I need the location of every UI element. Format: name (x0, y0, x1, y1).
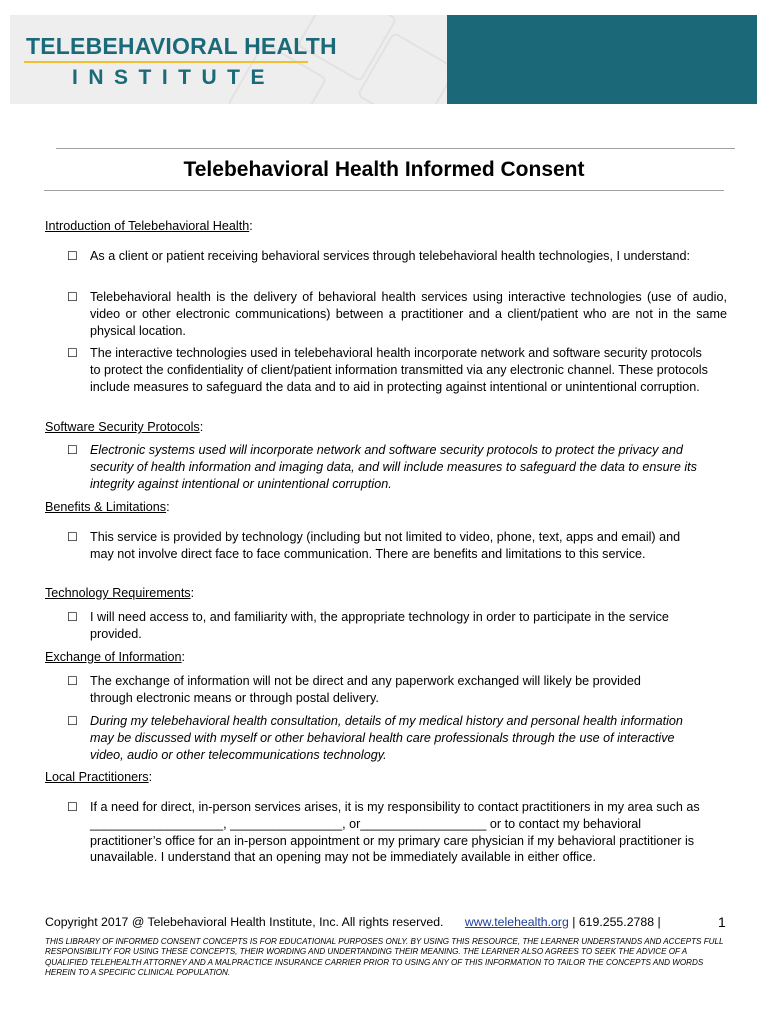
list-item-text: I will need access to, and familiarity with, the appropriate technology in order to participate in the service provided. (90, 610, 669, 641)
list-item (67, 529, 727, 563)
checkbox-icon: ☐ (67, 249, 78, 263)
list-item-text: This service is provided by technology (including but not limited to video, phone, text, apps and email) and may not involve direct face to face communication. There are benefits and limitations to this service. (90, 530, 681, 561)
checkbox-icon: ☐ (67, 346, 78, 360)
checkbox-icon: ☐ (67, 610, 78, 624)
footer-copyright: Copyright 2017 @ Telebehavioral Health Institute, Inc. All rights reserved. (45, 915, 444, 929)
page-number: 1 (718, 914, 726, 930)
list-item-text: Electronic systems used will incorporate network and software security protocols to protect the privacy and security of health information and imaging data, and will include measures to safeguard the data to ensure its integrity against intentional or unintentional corruption. (90, 443, 697, 491)
logo-subtitle: INSTITUTE (72, 66, 275, 89)
checkbox-icon: ☐ (67, 714, 78, 728)
footer-disclaimer: THIS LIBRARY OF INFORMED CONSENT CONCEPTS IS FOR EDUCATIONAL PURPOSES ONLY. BY USING THIS RESOURCE, THE LEARNER UNDERSTANDS AND ACCEPTS FULL RESPONSIBILITY FOR USING THESE CONCEPTS, THEIR WORDING AND UNDERTANDING THEIR MEANING. THE LEARNER ALSO AGREES TO SEEK THE ADVICE OF A QUALIFIED TELEHEALTH ATTORNEY AND A MALPRACTICE INSURANCE CARRIER PRIOR TO USING ANY OF THIS INFORMATION TO TAILOR THE CONCEPTS AND WORDS HEREIN TO A SPECIFIC CLINICAL POPULATION. (45, 937, 724, 978)
list-item (67, 442, 727, 492)
header-banner (10, 15, 757, 104)
logo-gold-rule (24, 61, 308, 63)
page-title: Telebehavioral Health Informed Consent (183, 158, 585, 181)
banner-teal-block (447, 15, 757, 104)
logo-title: TELEBEHAVIORAL HEALTH (26, 33, 337, 59)
list-item-text: The interactive technologies used in telebehavioral health incorporate network and software security protocols to protect the confidentiality of client/patient information transmitted via any electronic channel. These protocols include measures to safeguard the data and to aid in protecting against intentional or unintentional corruption. (90, 346, 708, 394)
section-heading-benefits: Benefits & Limitations: (45, 500, 170, 514)
checkbox-icon: ☐ (67, 530, 78, 544)
list-item (67, 345, 727, 395)
checkbox-icon: ☐ (67, 800, 78, 814)
section-heading-technology: Technology Requirements: (45, 586, 195, 600)
section-heading-local-practitioners: Local Practitioners: (45, 770, 153, 784)
section-heading-introduction: Introduction of Telebehavioral Health: (45, 219, 253, 233)
checkbox-icon: ☐ (67, 443, 78, 457)
list-item (67, 248, 727, 265)
list-item-text: During my telebehavioral health consultation, details of my medical history and personal health information may be discussed with myself or other behavioral health care professionals through the use of interactive video, audio or other telecommunications technology. (90, 714, 683, 762)
list-item (67, 713, 727, 763)
checkbox-icon: ☐ (67, 290, 78, 304)
list-item (67, 799, 727, 866)
list-item (67, 609, 727, 643)
title-top-rule (56, 148, 735, 149)
checkbox-icon: ☐ (67, 674, 78, 688)
list-item-text: If a need for direct, in-person services arises, it is my responsibility to contact practitioners in my area such as ___________________, ________________, or__________________ or to contact my behavioral practitioner’s office for an in-person appointment or my primary care physician if my behavioral practitioner is unavailable. I understand that an opening may not be immediately available in either office. (90, 800, 700, 865)
list-item (67, 289, 727, 339)
section-heading-software-security: Software Security Protocols: (45, 420, 204, 434)
list-item-text: The exchange of information will not be direct and any paperwork exchanged will likely be provided through electronic means or through postal delivery. (90, 674, 641, 705)
title-bottom-rule (44, 190, 724, 191)
section-heading-exchange: Exchange of Information: (45, 650, 186, 664)
footer-website-link[interactable]: www.telehealth.org (464, 915, 569, 929)
footer (45, 915, 661, 929)
list-item-text: Telebehavioral health is the delivery of behavioral health services using interactive technologies (use of audio, video or other electronic communications) between a practitioner and a client/patient who are not in the same physical location. (90, 290, 727, 338)
list-item-text: As a client or patient receiving behavioral services through telebehavioral health technologies, I understand: (90, 249, 690, 263)
list-item (67, 673, 727, 707)
footer-phone: | 619.255.2788 | (568, 915, 661, 929)
